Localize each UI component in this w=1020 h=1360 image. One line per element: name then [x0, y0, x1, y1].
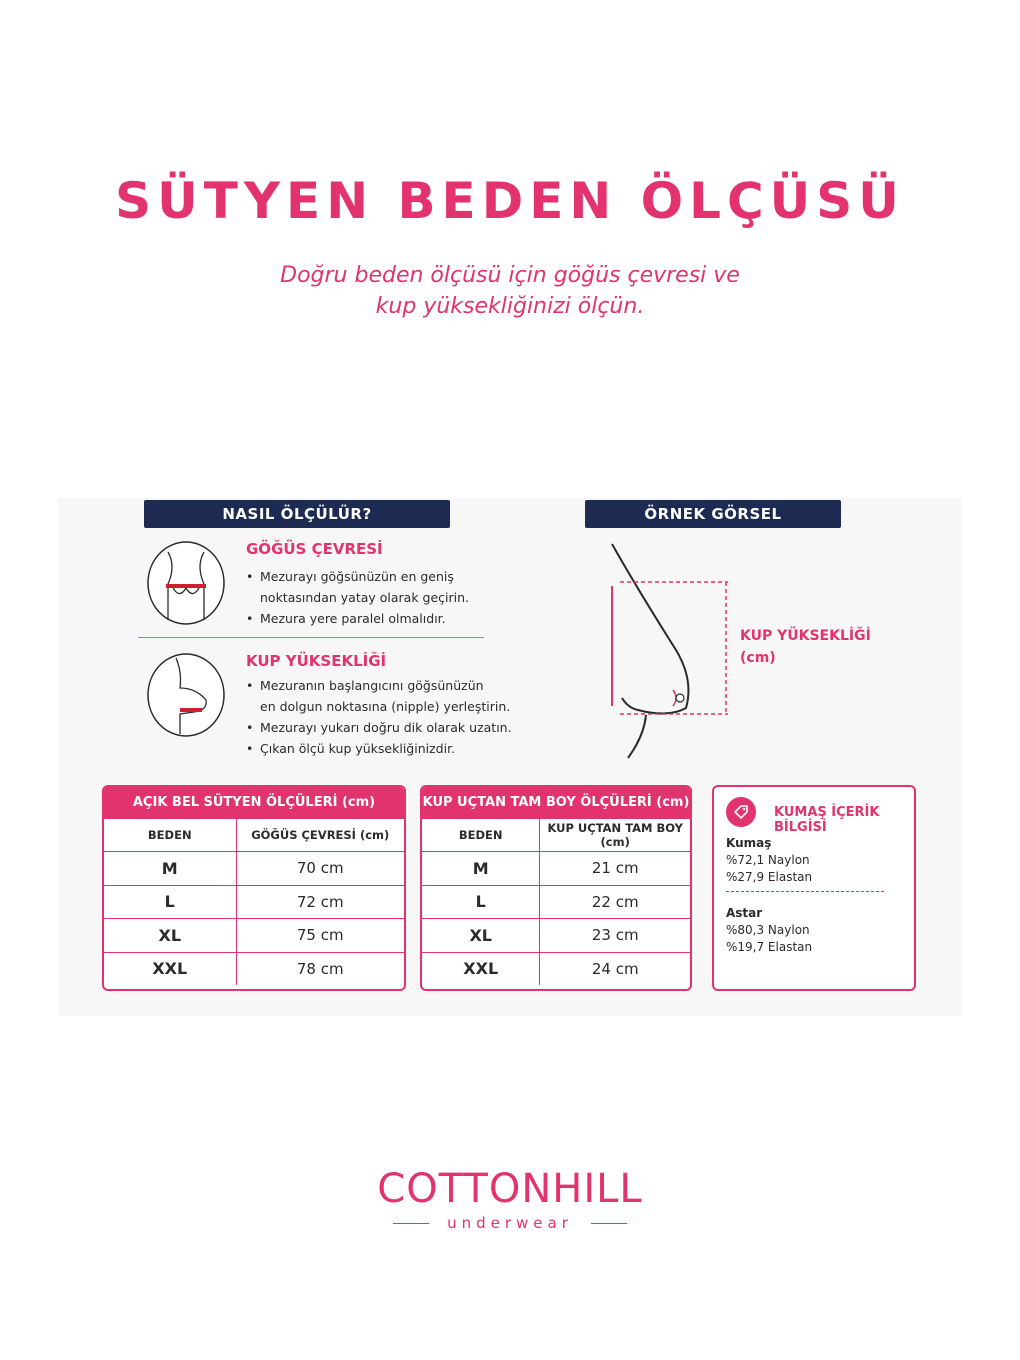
table-cell-size: M [422, 852, 540, 886]
chest-table-title: AÇIK BEL SÜTYEN ÖLÇÜLERİ (cm) [104, 787, 404, 819]
cup-bullet-1b: en dolgun noktasına (nipple) yerleştirin. [260, 699, 511, 714]
cup-height-label [740, 625, 871, 669]
sample-image-header: ÖRNEK GÖRSEL [585, 500, 841, 528]
fabric-main-2: %27,9 Elastan [726, 870, 813, 884]
table-cell-size: XL [104, 919, 236, 953]
chest-instructions [246, 566, 506, 629]
table-cell-size: XL [422, 919, 540, 953]
fabric-main [726, 835, 812, 886]
table-cell-value: 24 cm [540, 952, 690, 985]
fabric-info-title: KUMAŞ İÇERİK BİLGİSİ [774, 805, 880, 835]
cup-height-diagram [598, 540, 738, 760]
table-row [104, 919, 404, 953]
tagline-rule-right [591, 1223, 627, 1224]
chest-size-table [102, 785, 406, 991]
section-divider [138, 637, 484, 638]
table-cell-size: XXL [422, 952, 540, 985]
fabric-info-card [712, 785, 916, 991]
cup-section-title: KUP YÜKSEKLİĞİ [246, 652, 387, 670]
fabric-main-label: Kumaş [726, 836, 772, 850]
list-item: • Çıkan ölçü kup yüksekliğinizdir. [246, 738, 536, 759]
cup-measure-icon [146, 652, 226, 738]
fabric-lining-2: %19,7 Elastan [726, 940, 813, 954]
fabric-lining-label: Astar [726, 906, 763, 920]
table-cell-size: L [104, 885, 236, 919]
list-item [246, 675, 536, 717]
list-item: • Mezurayı yukarı doğru dik olarak uzatın. [246, 717, 536, 738]
list-item [246, 566, 506, 608]
table-row [422, 919, 690, 953]
how-to-measure-header: NASIL ÖLÇÜLÜR? [144, 500, 450, 528]
cup-height-label-line-2: (cm) [740, 650, 776, 666]
fabric-lining [726, 905, 812, 956]
table-row [422, 885, 690, 919]
column-header-cup: KUP UÇTAN TAM BOY (cm) [540, 819, 690, 852]
table-cell-size: M [104, 852, 236, 886]
chest-section-title: GÖĞÜS ÇEVRESİ [246, 540, 383, 558]
cup-size-table [420, 785, 692, 991]
table-cell-value: 72 cm [236, 885, 404, 919]
table-cell-value: 78 cm [236, 952, 404, 985]
table-cell-value: 22 cm [540, 885, 690, 919]
chest-table-grid [104, 819, 404, 985]
table-cell-value: 23 cm [540, 919, 690, 953]
table-header-row [104, 819, 404, 852]
fabric-main-1: %72,1 Naylon [726, 853, 810, 867]
page-title: SÜTYEN BEDEN ÖLÇÜSÜ [115, 172, 905, 230]
table-row [422, 952, 690, 985]
chest-bullet-1b: noktasından yatay olarak geçirin. [260, 590, 470, 605]
column-header-size: BEDEN [104, 819, 236, 852]
fabric-divider [726, 891, 884, 892]
table-header-row [422, 819, 690, 852]
brand-name: COTTONHILL [377, 1166, 643, 1212]
table-cell-value: 75 cm [236, 919, 404, 953]
list-item: • Mezura yere paralel olmalıdır. [246, 608, 506, 629]
table-cell-value: 21 cm [540, 852, 690, 886]
cup-instructions [246, 675, 536, 759]
cup-bullet-1a: • Mezuranın başlangıcını göğsünüzün [260, 678, 484, 693]
table-row [104, 885, 404, 919]
brand-sub-text: underwear [447, 1214, 573, 1232]
chest-measure-icon [146, 540, 226, 626]
table-cell-size: L [422, 885, 540, 919]
fabric-lining-1: %80,3 Naylon [726, 923, 810, 937]
cup-table-grid [422, 819, 690, 985]
fabric-tag-icon [726, 797, 756, 827]
cup-height-label-line-1: KUP YÜKSEKLİĞİ [740, 628, 871, 644]
brand-tagline [0, 1214, 1020, 1232]
tagline-rule-left [393, 1223, 429, 1224]
column-header-size: BEDEN [422, 819, 540, 852]
table-cell-value: 70 cm [236, 852, 404, 886]
cup-table-title: KUP UÇTAN TAM BOY ÖLÇÜLERİ (cm) [422, 787, 690, 819]
page-subtitle [0, 260, 1020, 322]
chest-bullet-1a: • Mezurayı göğsünüzün en geniş [260, 569, 454, 584]
size-guide-panel [58, 498, 962, 1016]
subtitle-line-1: Doğru beden ölçüsü için göğüs çevresi ve [280, 263, 740, 288]
table-row [104, 952, 404, 985]
subtitle-line-2: kup yüksekliğinizi ölçün. [375, 294, 645, 319]
table-row [422, 852, 690, 886]
table-row [104, 852, 404, 886]
column-header-chest: GÖĞÜS ÇEVRESİ (cm) [236, 819, 404, 852]
table-cell-size: XXL [104, 952, 236, 985]
brand-logo [0, 1166, 1020, 1232]
